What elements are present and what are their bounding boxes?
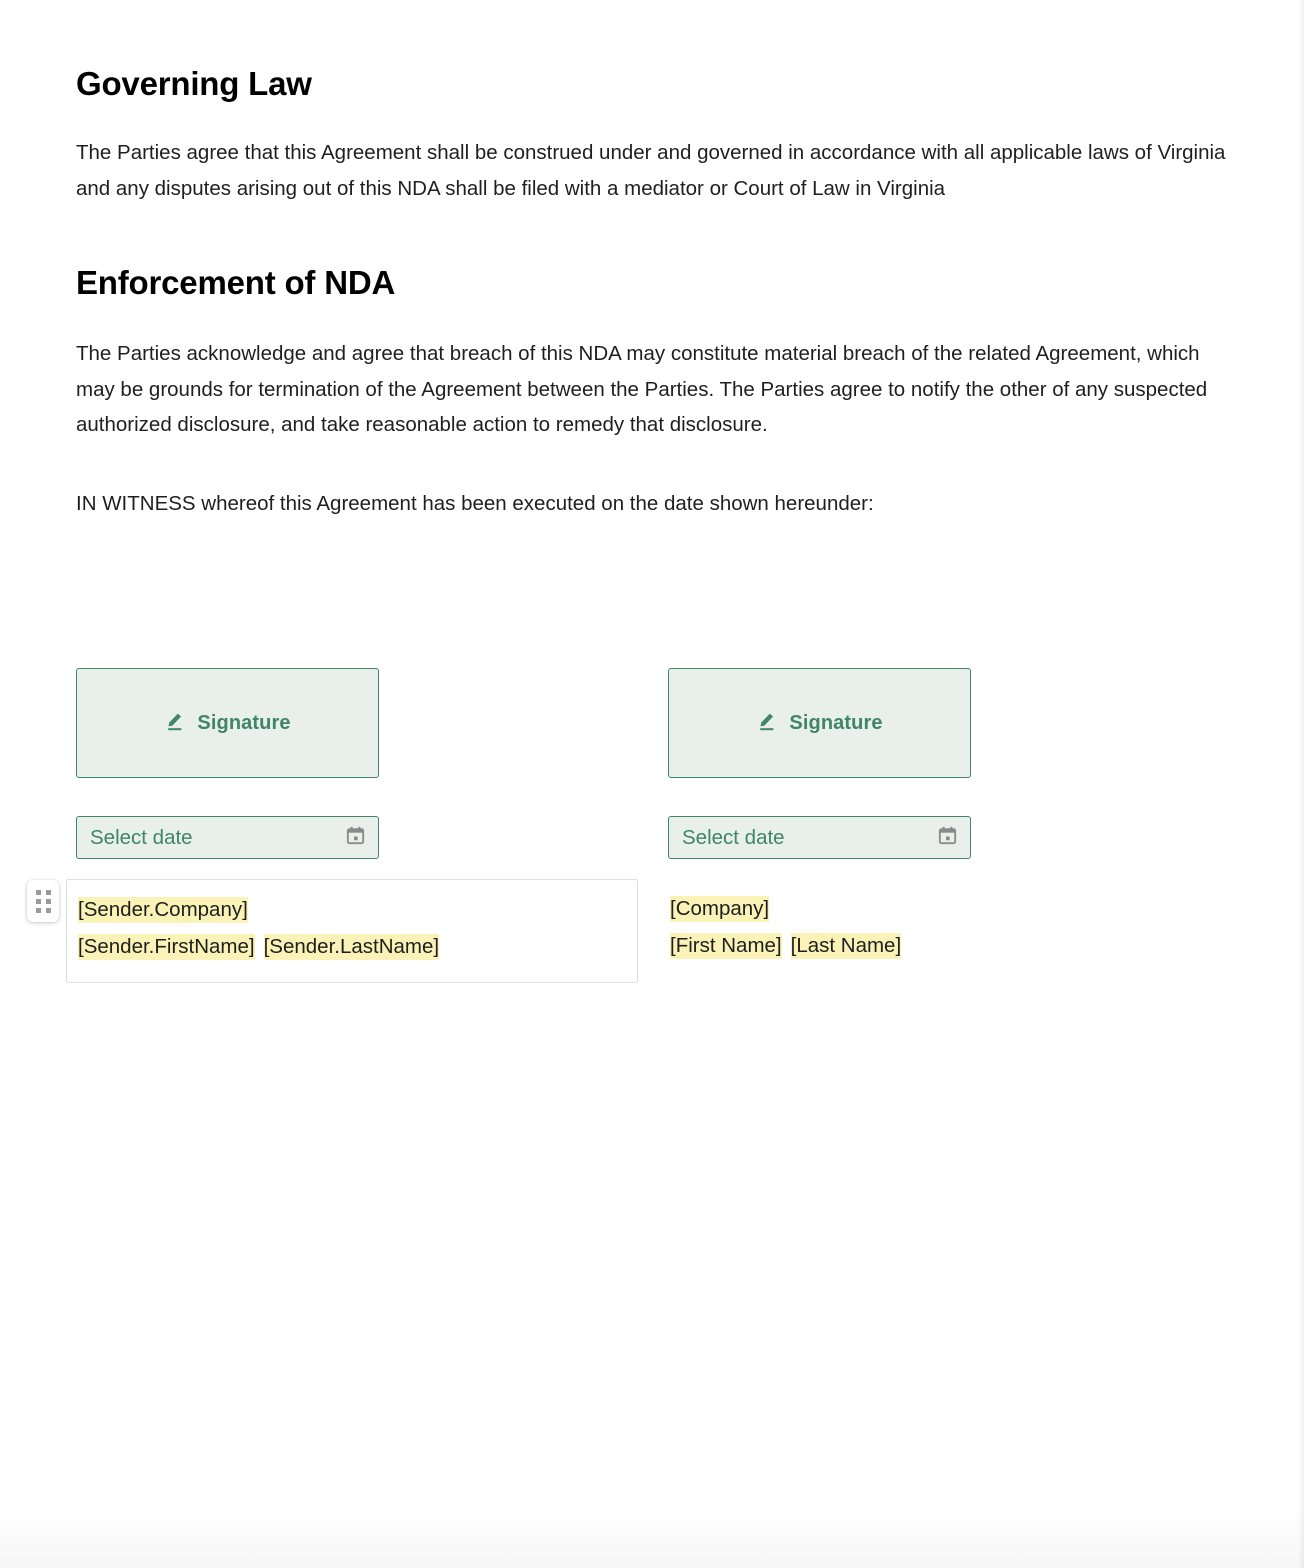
token-block-recipient[interactable] — [670, 890, 1170, 964]
token-line-name — [78, 928, 623, 965]
signature-block-recipient — [668, 668, 971, 859]
signature-row — [76, 668, 1226, 859]
witness-line: IN WITNESS whereof this Agreement has been executed on the date shown hereunder: — [76, 492, 874, 516]
date-placeholder: Select date — [682, 825, 785, 849]
signature-pen-icon — [164, 709, 188, 738]
paragraph-governing-law: The Parties agree that this Agreement shall be construed under and governed in accordance with all applicable laws of Virginia and any disputes arising out of this NDA shall be filed with a mediator or Court of Law in Virginia — [76, 141, 1226, 200]
drag-handle[interactable] — [27, 880, 59, 922]
document-content — [76, 0, 1226, 522]
witness-line-wrap — [76, 443, 1226, 522]
token-block-sender[interactable] — [66, 879, 638, 983]
signature-field-sender[interactable] — [76, 668, 379, 778]
token-recipient-first-name[interactable]: [First Name] — [670, 934, 782, 957]
calendar-icon[interactable] — [345, 825, 366, 851]
token-sender-first-name[interactable]: [Sender.FirstName] — [78, 935, 255, 958]
token-sender-company[interactable]: [Sender.Company] — [78, 898, 248, 921]
heading-enforcement-of-nda: Enforcement of NDA — [76, 263, 396, 301]
paragraph-enforcement-wrap — [76, 303, 1226, 443]
paragraph-governing-law-wrap — [76, 104, 1226, 206]
token-recipient-company[interactable]: [Company] — [670, 897, 770, 920]
date-field-sender[interactable] — [76, 816, 379, 859]
section-enforcement-of-nda — [76, 207, 1226, 303]
token-sender-last-name[interactable]: [Sender.LastName] — [263, 935, 440, 958]
signature-label: Signature — [197, 711, 291, 734]
date-placeholder: Select date — [90, 825, 193, 849]
token-line-name — [670, 927, 1170, 964]
token-line-company — [78, 891, 623, 928]
page-edge-bottom — [0, 1508, 1304, 1568]
page-edge-right — [1298, 0, 1304, 1568]
token-recipient-last-name[interactable]: [Last Name] — [790, 934, 902, 957]
section-governing-law — [76, 0, 1226, 104]
drag-handle-dots-icon — [36, 890, 51, 913]
signature-pen-icon — [756, 709, 780, 738]
date-field-recipient[interactable] — [668, 816, 971, 859]
paragraph-enforcement-of-nda: The Parties acknowledge and agree that breach of this NDA may constitute material breach of the related Agreement, which may be grounds for termination of the Agreement between the Parties. The Parties agree to notify the other of any suspected authorized disclosure, and take reasonable action to remedy that disclosure. — [76, 341, 1208, 437]
signature-block-sender — [76, 668, 379, 859]
signature-label: Signature — [789, 711, 883, 734]
token-line-company — [670, 890, 1170, 927]
heading-governing-law: Governing Law — [76, 65, 312, 102]
calendar-icon[interactable] — [937, 825, 958, 851]
signature-field-recipient[interactable] — [668, 668, 971, 778]
